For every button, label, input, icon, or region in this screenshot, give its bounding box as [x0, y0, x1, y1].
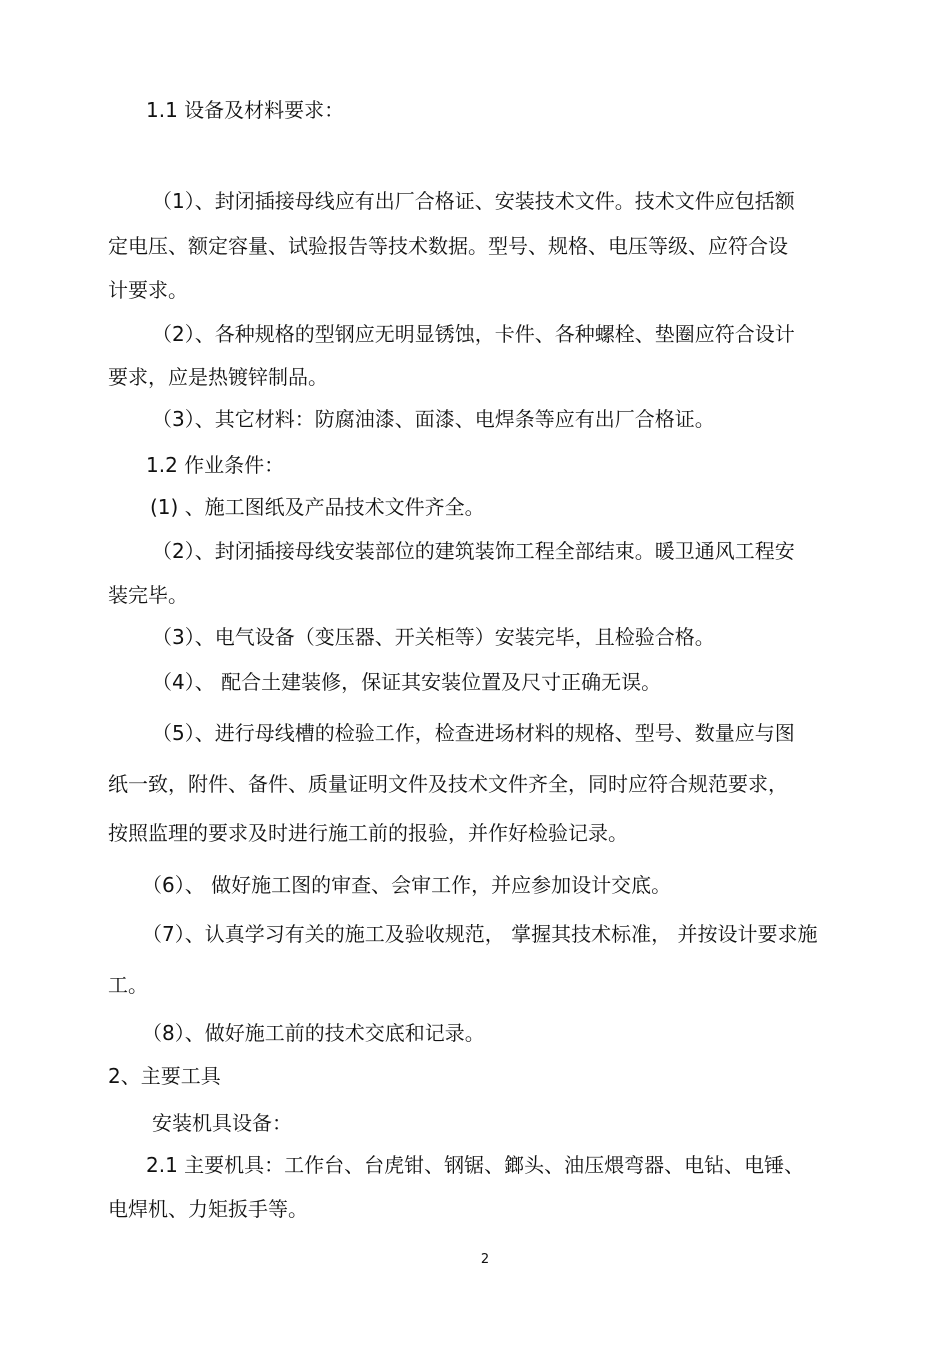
paragraph-line: 定电压、额定容量、试验报告等技术数据。型号、规格、电压等级、应符合设	[108, 234, 788, 258]
paragraph-line: （3）、电气设备（变压器、开关柜等）安装完毕，且检验合格。	[152, 625, 715, 649]
paragraph-line: 纸一致，附件、备件、质量证明文件及技术文件齐全，同时应符合规范要求，	[108, 772, 788, 796]
paragraph-line: (1) 、施工图纸及产品技术文件齐全。	[150, 495, 485, 519]
paragraph-line: （5）、进行母线槽的检验工作，检查进场材料的规格、型号、数量应与图	[152, 721, 795, 745]
paragraph-line: 电焊机、力矩扳手等。	[108, 1197, 308, 1221]
paragraph-line: （1）、封闭插接母线应有出厂合格证、安装技术文件。技术文件应包括额	[152, 189, 795, 213]
paragraph-line: （4）、 配合土建装修，保证其安装位置及尺寸正确无误。	[152, 670, 662, 694]
paragraph-line: 安装机具设备：	[152, 1111, 292, 1135]
paragraph-line: 工。	[108, 973, 148, 997]
paragraph-line: 2.1 主要机具：工作台、台虎钳、钢锯、鎯头、油压煨弯器、电钻、电锤、	[146, 1153, 805, 1177]
paragraph-line: （7）、认真学习有关的施工及验收规范， 掌握其技术标准， 并按设计要求施	[142, 922, 818, 946]
paragraph-line: 按照监理的要求及时进行施工前的报验，并作好检验记录。	[108, 821, 628, 845]
page-number: 2	[480, 1252, 490, 1267]
paragraph-line: 计要求。	[108, 278, 188, 302]
section-heading-2: 2、主要工具	[108, 1064, 221, 1088]
paragraph-line: （8）、做好施工前的技术交底和记录。	[142, 1021, 485, 1045]
paragraph-line: （2）、封闭插接母线安装部位的建筑装饰工程全部结束。暖卫通风工程安	[152, 539, 795, 563]
section-heading-1-1: 1.1 设备及材料要求：	[146, 98, 345, 122]
section-heading-1-2: 1.2 作业条件：	[146, 453, 285, 477]
paragraph-line: 装完毕。	[108, 583, 188, 607]
paragraph-line: （3）、其它材料：防腐油漆、面漆、电焊条等应有出厂合格证。	[152, 407, 715, 431]
paragraph-line: （6）、 做好施工图的审查、会审工作，并应参加设计交底。	[142, 873, 672, 897]
paragraph-line: 要求，应是热镀锌制品。	[108, 365, 328, 389]
paragraph-line: （2）、各种规格的型钢应无明显锈蚀，卡件、各种螺栓、垫圈应符合设计	[152, 322, 795, 346]
